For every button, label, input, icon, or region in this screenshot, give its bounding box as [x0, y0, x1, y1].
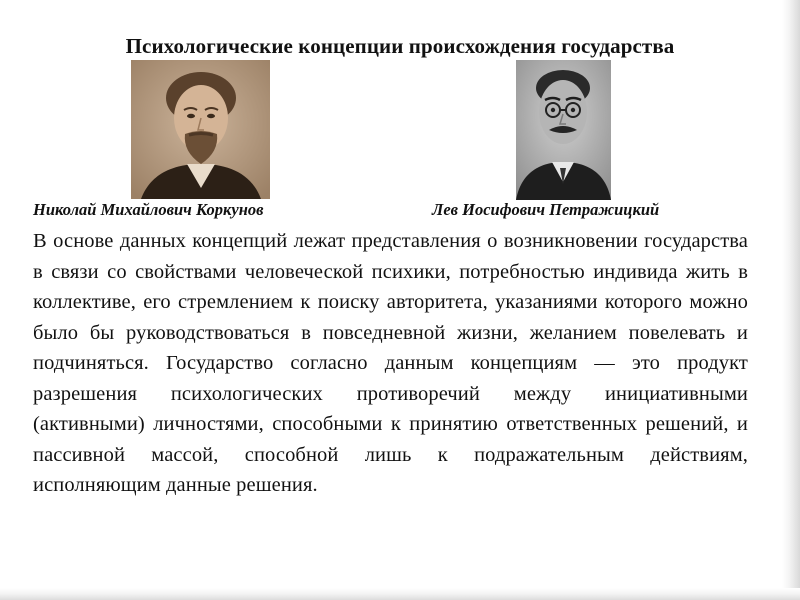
- slide-bottom-edge-shadow: [0, 588, 800, 600]
- slide-body-text: В основе данных концепций лежат представления о возникновении государства в связи со свойствами человеческой психики, потребностью индивида жить в коллективе, его стремлением к поиску авторитета, указаниями которого можно было бы руководствоваться в повседневной жизни, желанием повелевать и подчиняться. Государство согласно данным концепциям — это продукт разрешения психологических противоречий между инициативными (активными) личностями, способными к принятию ответственных решений, и пассивной массой, способной лишь к подражательным действиям, исполняющим данные решения.: [33, 230, 748, 496]
- slide-right-edge-shadow: [782, 0, 800, 600]
- portrait-caption-korkunov: Николай Михайлович Коркунов: [33, 200, 264, 219]
- portrait-korkunov: [131, 60, 270, 199]
- portrait-petrazhitsky: [516, 60, 611, 200]
- slide-title: Психологические концепции происхождения государства: [125, 34, 675, 58]
- portrait-caption-petrazhitsky: Лев Иосифович Петражицкий: [432, 200, 660, 219]
